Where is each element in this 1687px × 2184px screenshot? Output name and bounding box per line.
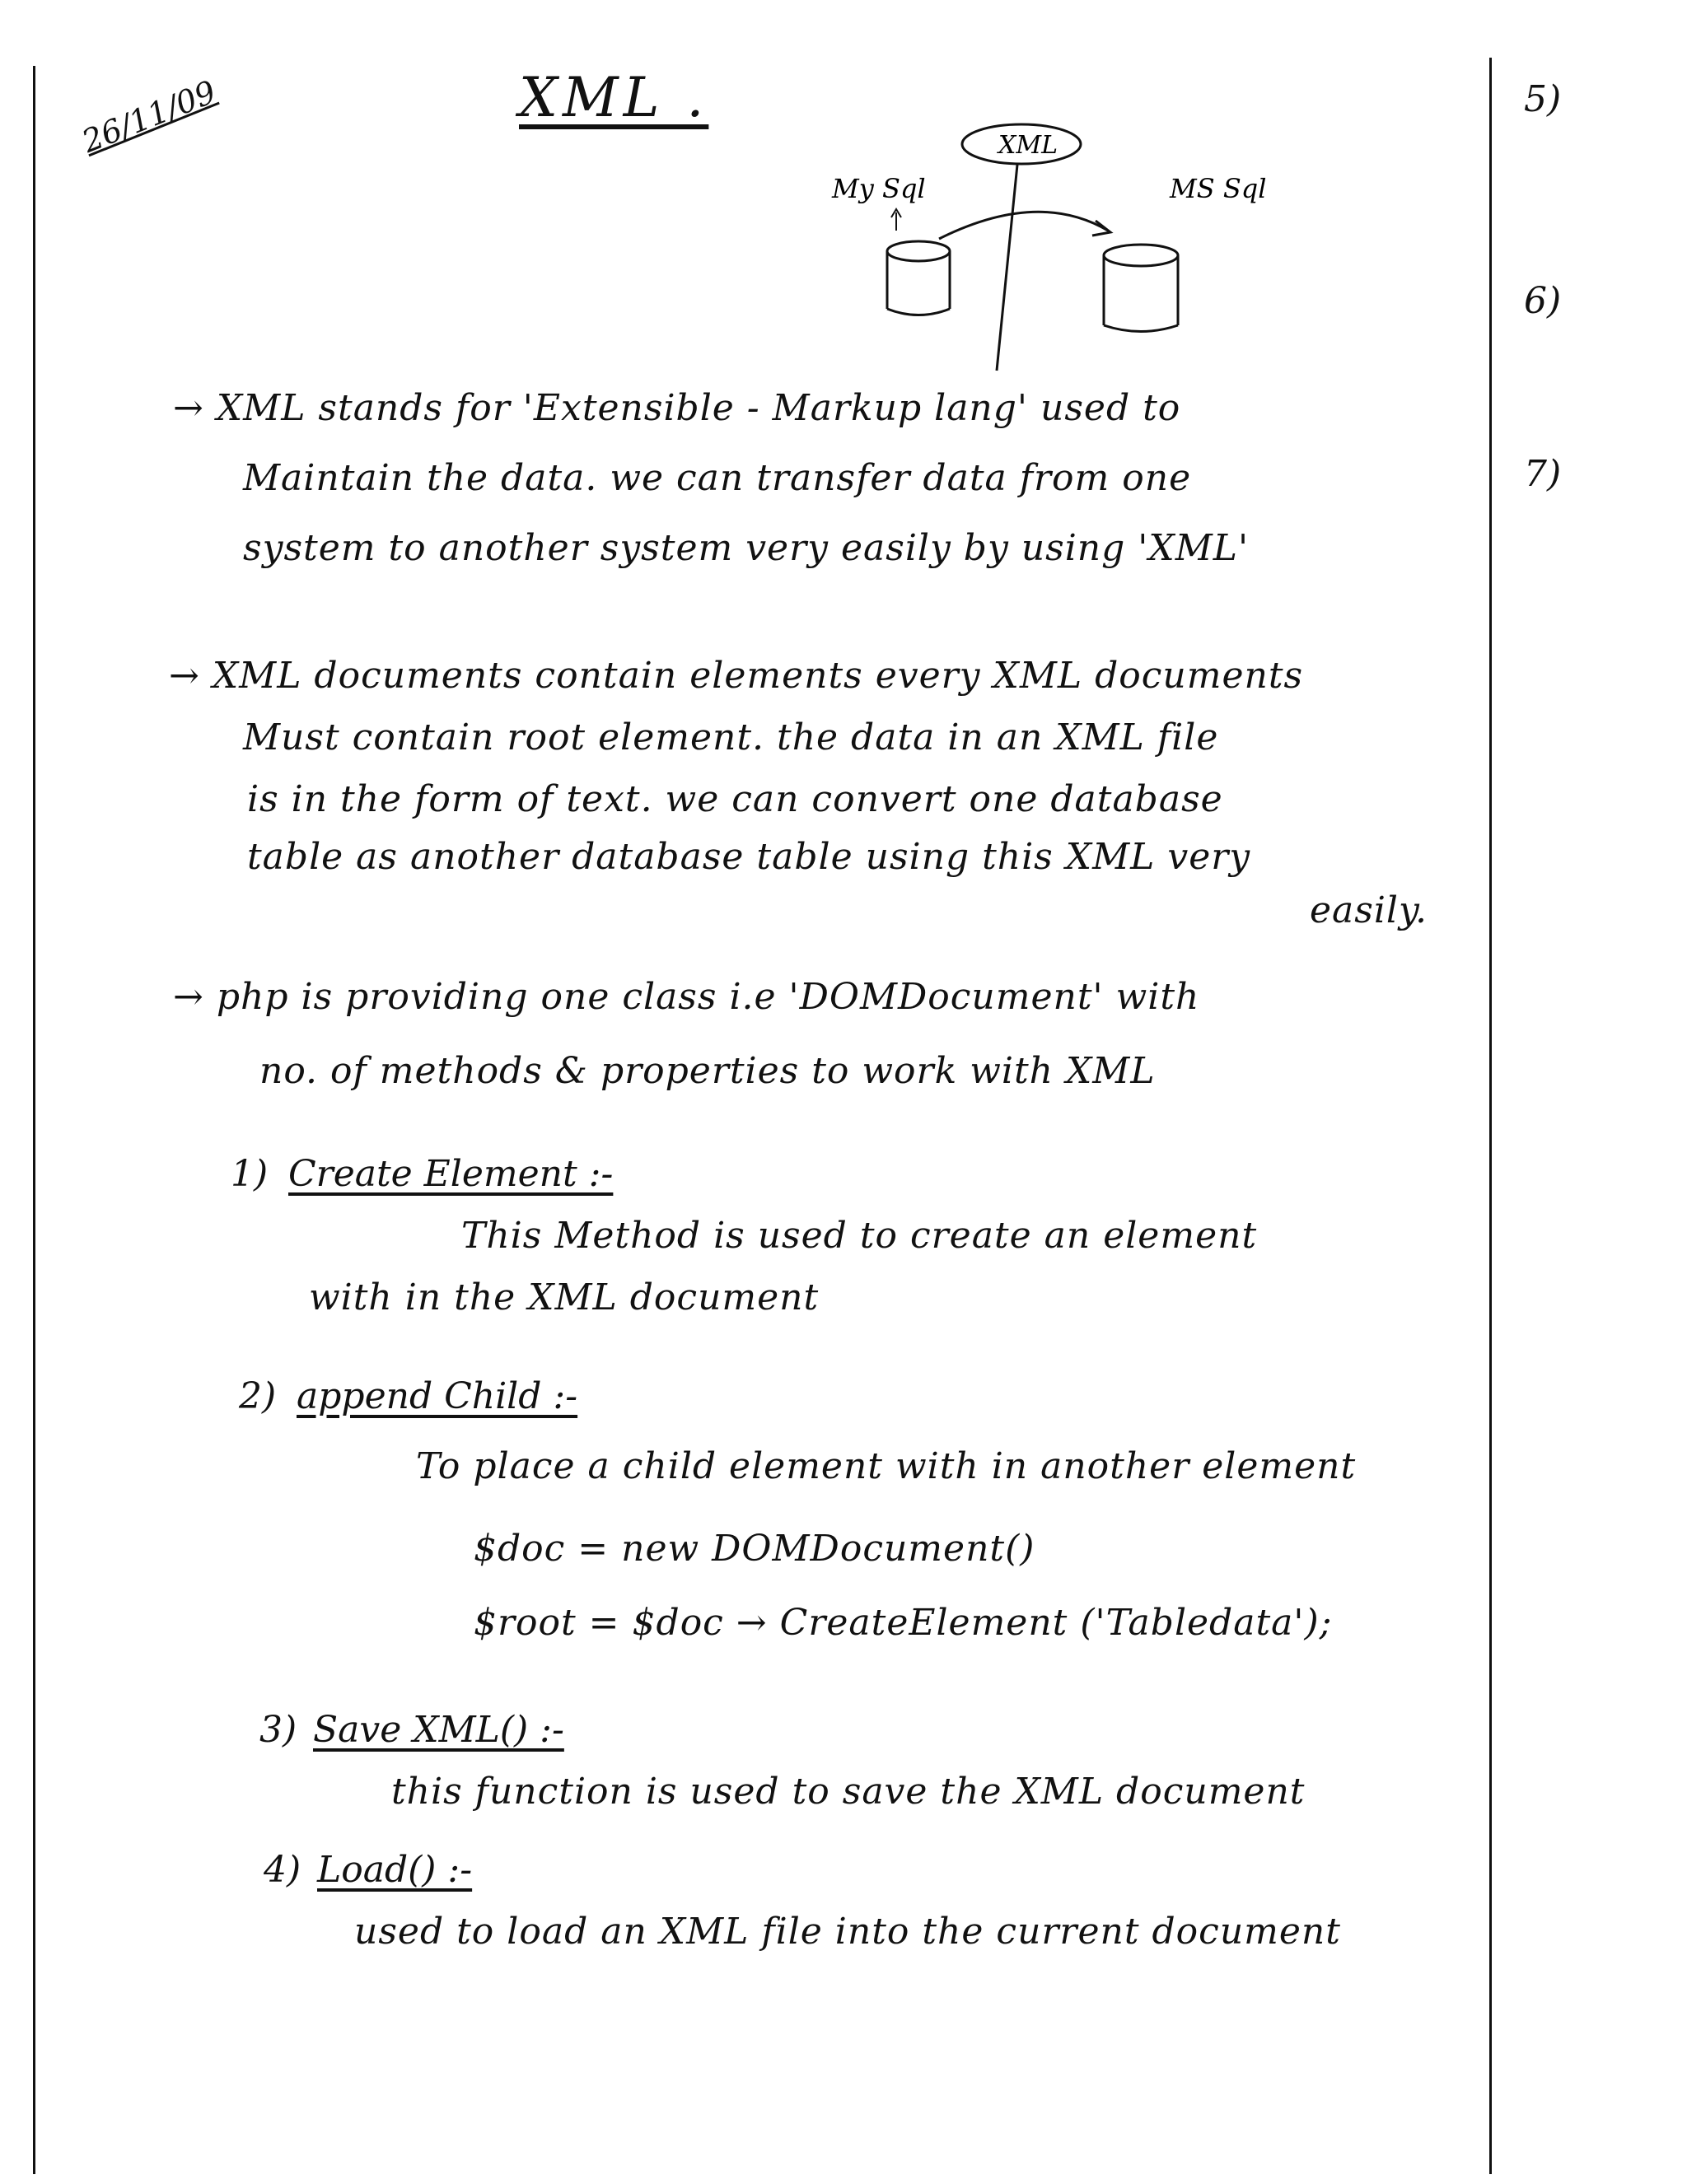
- margin-number-7: 7): [1524, 453, 1562, 495]
- paragraph-3-line-2: no. of methods & properties to work with XML: [259, 1050, 1156, 1092]
- paragraph-3-line-1: → php is providing one class i.e 'DOMDocument' with: [173, 976, 1200, 1018]
- margin-number-5: 5): [1524, 78, 1562, 120]
- method-4-line-1: used to load an XML file into the current document: [354, 1911, 1341, 1953]
- paragraph-1-line-2: Maintain the data. we can transfer data from one: [243, 457, 1192, 499]
- method-3-line-1: this function is used to save the XML document: [391, 1771, 1306, 1813]
- database-transfer-diagram: [824, 115, 1351, 379]
- method-1-name: Create Element :-: [288, 1153, 614, 1195]
- page-title: XML .: [519, 66, 709, 129]
- paragraph-2-line-4: table as another database table using this XML very: [247, 836, 1251, 878]
- method-2-name: append Child :-: [297, 1375, 578, 1417]
- left-database-icon: [887, 241, 950, 315]
- method-3-name: Save XML() :-: [313, 1709, 564, 1751]
- paragraph-1-line-1: → XML stands for 'Extensible - Markup lang' used to: [173, 387, 1181, 429]
- method-2-code-1: $doc = new DOMDocument(): [474, 1528, 1035, 1570]
- margin-number-6: 6): [1524, 280, 1562, 322]
- method-4-number: 4): [264, 1849, 301, 1891]
- paragraph-2-line-2: Must contain root element. the data in an XML file: [243, 716, 1219, 758]
- method-4-name: Load() :-: [317, 1849, 473, 1891]
- diagram-left-label: My Sql: [832, 173, 926, 204]
- diagram-right-label: MS Sql: [1170, 173, 1267, 204]
- paragraph-2-line-3: is in the form of text. we can convert one database: [247, 778, 1223, 820]
- method-3-number: 3): [259, 1709, 297, 1751]
- paragraph-2-line-5: easily.: [1310, 889, 1428, 931]
- diagram-center-label: XML: [998, 131, 1058, 160]
- method-2-number: 2): [239, 1375, 277, 1417]
- method-2-code-2: $root = $doc → CreateElement ('Tabledata');: [474, 1602, 1333, 1644]
- left-margin-rule: [33, 66, 35, 2174]
- method-1-number: 1): [231, 1153, 269, 1195]
- paragraph-2-line-1: → XML documents contain elements every XML documents: [169, 655, 1304, 697]
- page-date: 26/11/09: [77, 73, 222, 160]
- method-2-line-1: To place a child element with in another element: [416, 1445, 1357, 1487]
- right-margin-rule: [1489, 58, 1492, 2174]
- method-1-line-2: with in the XML document: [309, 1276, 820, 1318]
- method-1-line-1: This Method is used to create an element: [461, 1215, 1258, 1257]
- paragraph-1-line-3: system to another system very easily by using 'XML': [243, 527, 1250, 569]
- right-database-icon: [1104, 245, 1178, 332]
- transfer-arrow: [939, 212, 1108, 239]
